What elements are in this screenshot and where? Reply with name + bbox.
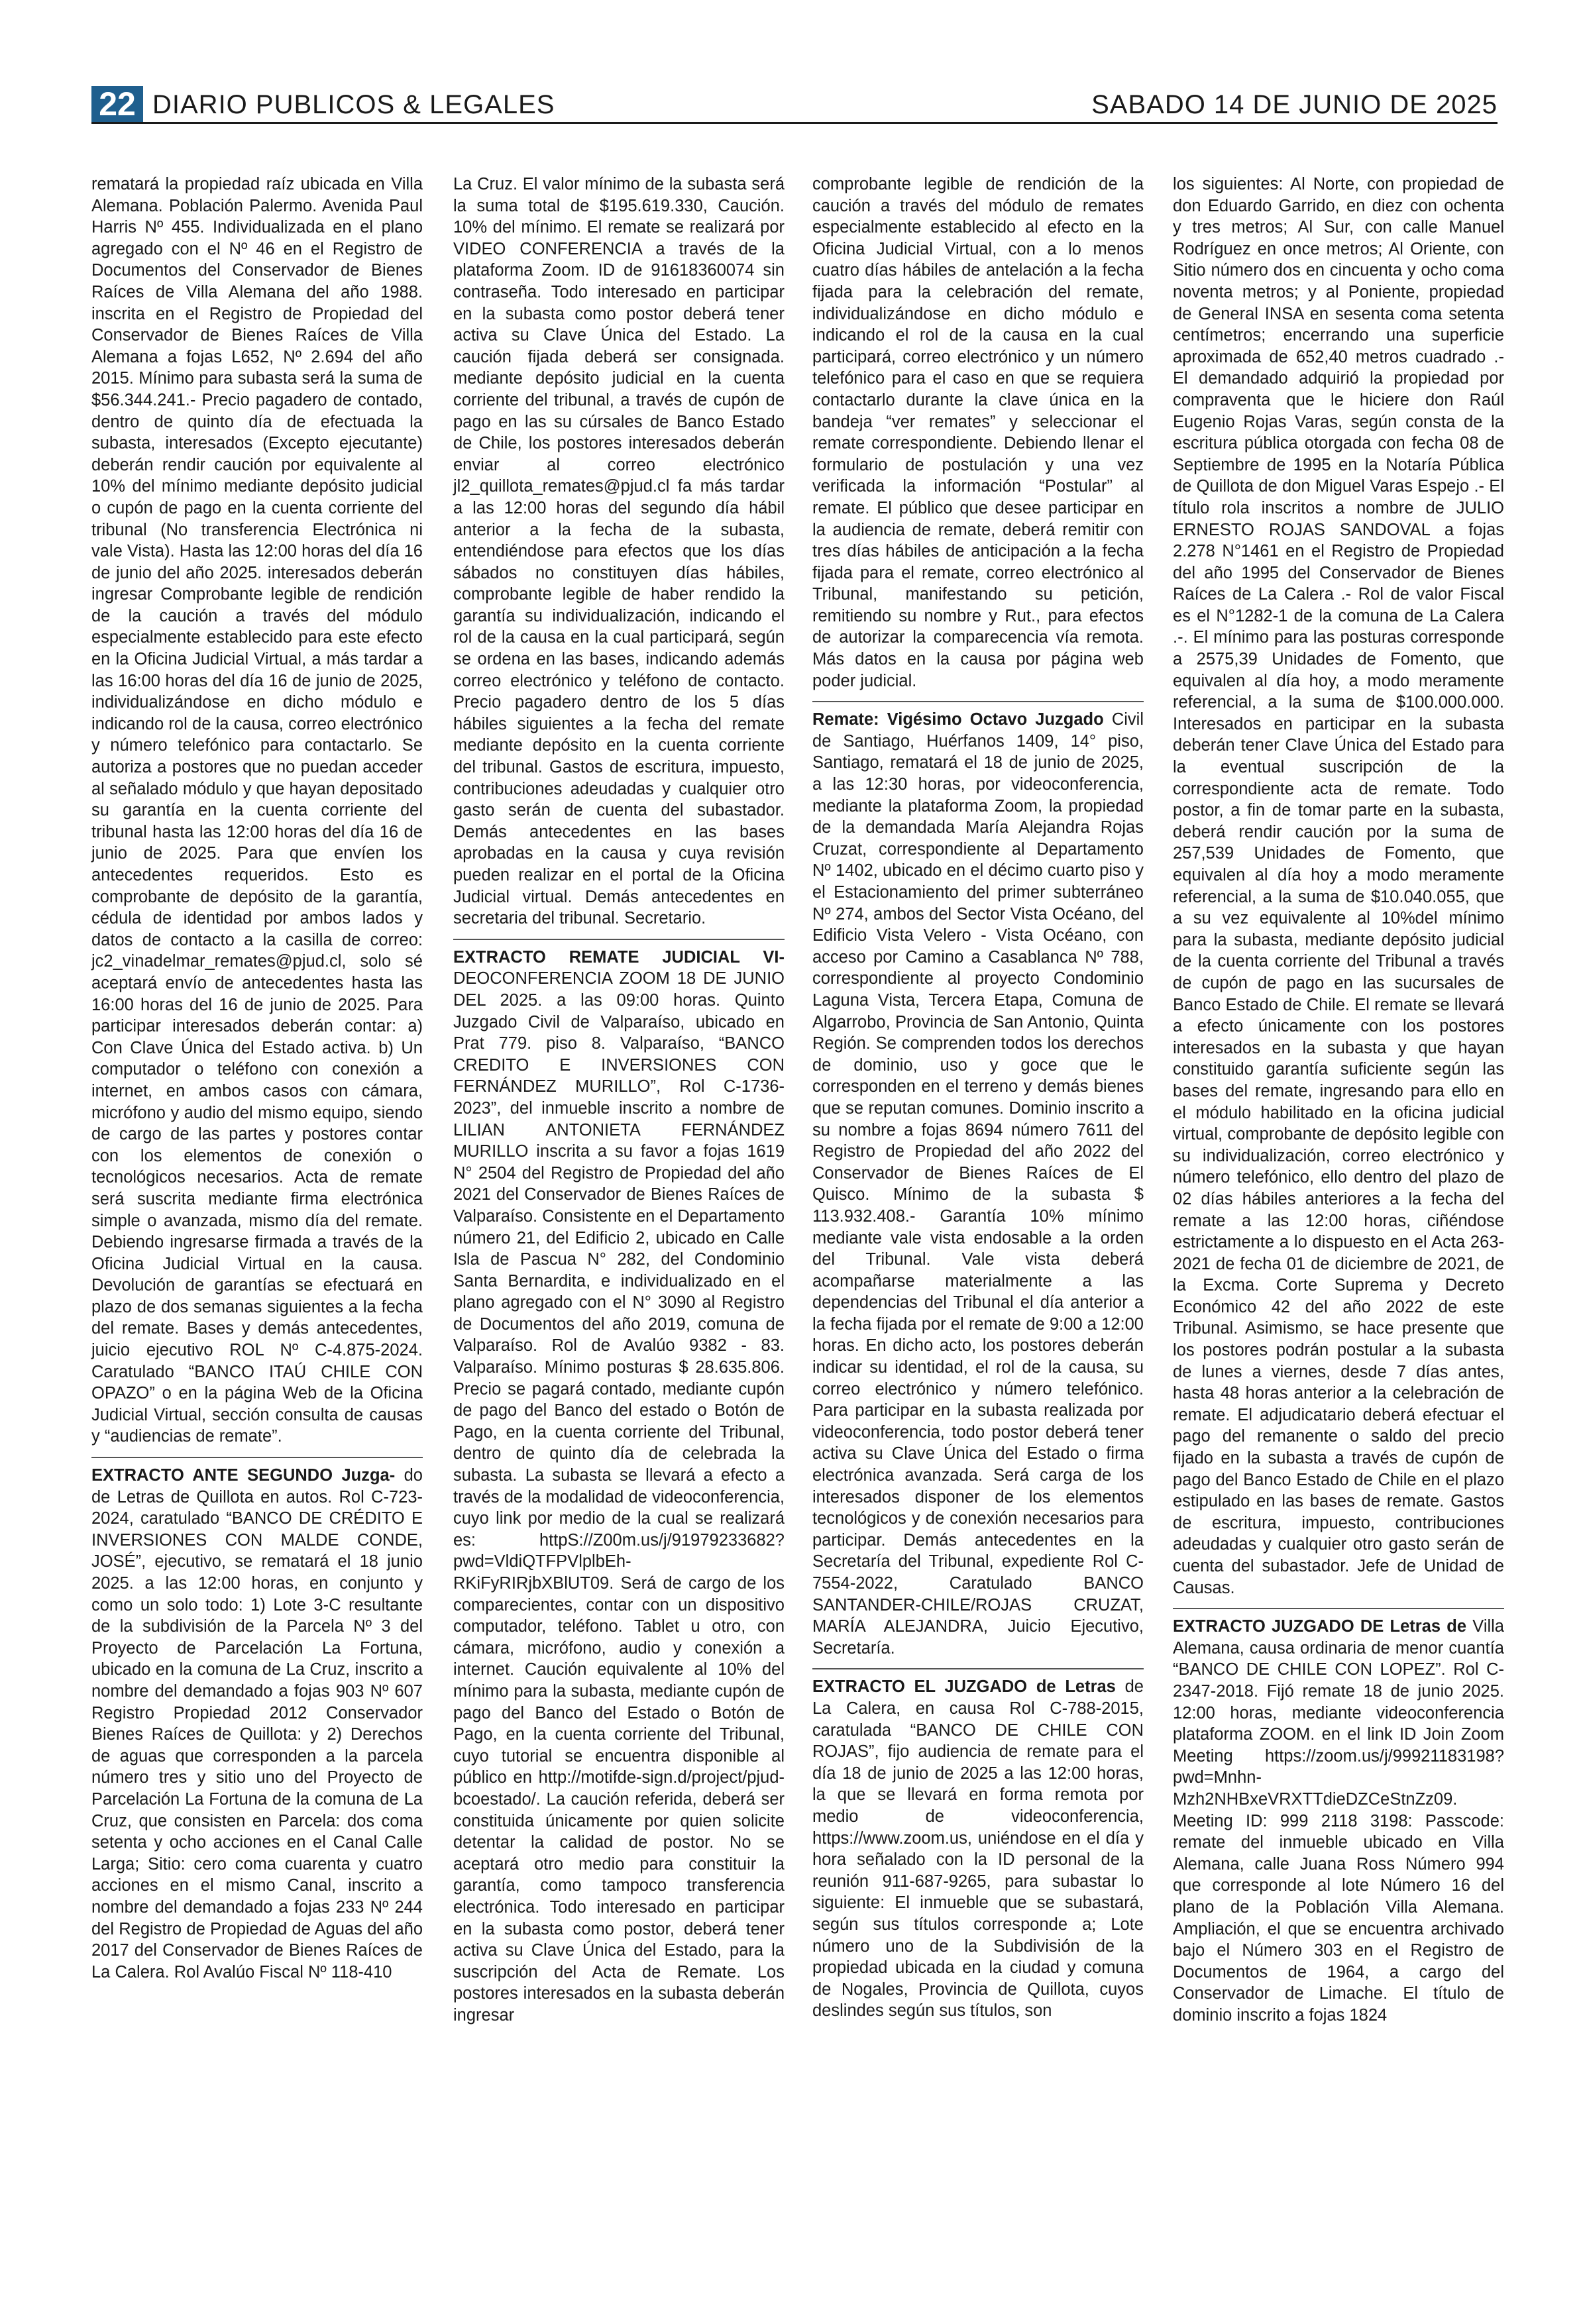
column-2 [453,174,785,2026]
notice-heading: EXTRACTO EL JUZGADO de Letras [812,1677,1116,1697]
column-1 [91,174,423,1983]
notice-text: rematará la propiedad raíz ubicada en Villa Alemana. Población Palermo. Avenida Paul Harris Nº 455. Individualizada en el plano agregado con el Nº 46 en el Registro de Documentos del Conservador de Bienes Raíces de Villa Alemana del año 1988. inscrita en el Registro de Propiedad del Conservador de Bienes Raíces de Villa Alemana a fojas L652, Nº 2.694 del año 2015. Mínimo para subasta será la suma de $56.344.241.- Precio pagadero de contado, dentro de quinto día de efectuada la subasta, interesados (Excepto ejecutante) deberán rendir caución por equivalente al 10% del mínimo mediante depósito judicial o cupón de pago en la cuenta corriente del tribunal (No transferencia Electrónica ni vale Vista). Hasta las 12:00 horas del día 16 de junio del año 2025. interesados deberán ingresar Comprobante legible de rendición de la caución a través del módulo especialmente establecido para este efecto en la Oficina Judicial Virtual, a más tardar a las 16:00 horas del día 16 de junio de 2025, individualizándose en dicho módulo e indicando rol de la causa, correo electrónico y número telefónico para contactarlo. Se autoriza a postores que no puedan acceder al señalado módulo y que hayan depositado su garantía en la cuenta corriente del tribunal hasta las 12:00 horas del día 16 de junio de 2025. Para que envíen los antecedentes requeridos. Esto es comprobante de depósito de la garantía, cédula de identidad por ambos lados y datos de contacto a la casilla de correo: jc2_vinadelmar_remates@pjud.cl, solo sé aceptará envío de antecedentes hasta las 16:00 horas del 16 de junio de 2025. Para participar interesados deberán contar: a) Con Clave Única del Estado activa. b) Un computador o teléfono con conexión a internet, en ambos casos con cámara, micrófono y audio del mismo equipo, siendo de cargo de las partes y postores contar con los elementos de conexión o tecnológicos necesarios. Acta de remate será suscrita mediante firma electrónica simple o avanzada, mismo día del remate. Debiendo ingresarse firmada a través de la Oficina Judicial Virtual en la causa. Devolución de garantías se efectuará en plazo de dos semanas siguientes a la fecha del remate. Bases y demás antecedentes, juicio ejecutivo ROL Nº C-4.875-2024. Caratulado “BANCO ITAÚ CHILE CON OPAZO” o en la página Web de la Oficina Judicial Virtual, sección consulta de causas y “audiencias de remate”. [91,175,423,1446]
legal-notice [812,174,1144,692]
notice-heading: Remate: Vigésimo Octavo Juzgado [812,710,1104,729]
notice-text: do de Letras de Quillota en autos. Rol C-723-2024, caratulado “BANCO DE CRÉDITO E INVERSIONES CON MALDE CONDE, JOSÉ”, ejecutivo, se rematará el 18 junio 2025. a las 12:00 horas, en conjunto y como un solo todo: 1) Lote 3-C resultante de la subdivisión de la Parcela Nº 3 del Proyecto de Parcelación La Fortuna, ubicado en la comuna de La Cruz, inscrito a nombre del demandado a fojas 903 Nº 607 Registro Propiedad 2012 Conservador Bienes Raíces de Quillota: y 2) Derechos de aguas que corresponden a la parcela número tres y sitio uno del Proyecto de Parcelación La Fortuna de la comuna de La Cruz, que consisten en Parcela: dos coma setenta y ocho acciones en el Canal Calle Larga; Sitio: cero coma cuarenta y cuatro acciones en el mismo Canal, inscrito a nombre del demandado a fojas 233 Nº 244 del Registro de Propiedad de Aguas del año 2017 del Conservador de Bienes Raíces de La Calera. Rol Avalúo Fiscal Nº 118-410 [91,1466,423,1981]
notice-text: DEOCONFERENCIA ZOOM 18 DE JUNIO DEL 2025. a las 09:00 horas. Quinto Juzgado Civil de Valparaíso, ubicado en Prat 779. piso 8. Valparaíso, “BANCO CREDITO E INVERSIONES CON FERNÁNDEZ MURILLO”, Rol C-1736-2023”, del inmueble inscrito a nombre de LILIAN ANTONIETA FERNÁNDEZ MURILLO inscrita a su favor a fojas 1619 N° 2504 del Registro de Propiedad del año 2021 del Conservador de Bienes Raíces de Valparaíso. Consistente en el Departamento número 21, del Edificio 2, ubicado en Calle Isla de Pascua N° 282, del Condominio Santa Bernardita, e individualizado en el plano agregado con el N° 3090 al Registro de Documentos del año 2019, comuna de Valparaíso. Rol de Avalúo 9382 - 83. Valparaíso. Mínimo posturas $ 28.635.806. Precio se pagará contado, mediante cupón de pago del Banco del estado o Botón de Pago, en la cuenta corriente del Tribunal, dentro de quinto día de celebrada la subasta. La subasta se llevará a efecto a través de la modalidad de videoconferencia, cuyo link por medio de la cual se realizará es: httpS://Z00m.us/j/91979233682?pwd=VldiQTFPVlplbEh-RKiFyRIRjbXBlUT09. Será de cargo de los comparecientes, contar con un dispositivo computador, teléfono. Tablet u otro, con cámara, micrófono, audio y conexión a internet. Caución equivalente al 10% del mínimo para la subasta, mediante cupón de pago del Banco del Estado o Botón de Pago, en la cuenta corriente del Tribunal, cuyo tutorial se encuentra disponible al público en http://motifde-sign.d/project/pjud-bcoestado/. La caución referida, deberá ser constituida únicamente por quien solicite detentar la calidad de postor. No se aceptará otro medio para constituir la garantía, como tampoco transferencia electrónica. Todo interesado en participar en la subasta como postor, deberá tener activa su Clave Única del Estado, para la suscripción del Acta de Remate. Los postores interesados en la subasta deberán ingresar [453,969,785,2025]
page-header [91,85,1498,124]
notice-heading: EXTRACTO ANTE SEGUNDO Juzga- [91,1466,396,1485]
legal-notice [1173,174,1504,1599]
column-4 [1173,174,1504,2026]
legal-notice [812,1668,1144,2022]
notice-heading: EXTRACTO REMATE JUDICIAL VI- [453,947,785,967]
page-number: 22 [91,86,143,122]
legal-notice [1173,1608,1504,2026]
notice-text: comprobante legible de rendición de la caución a través del módulo de remates especialmente establecido al efecto en la Oficina Judicial Virtual, con a lo menos cuatro días hábiles de antelación a la fecha fijada para la celebración del remate, individualizándose en dicho módulo e indicando el rol de la causa en la cual participará, correo electrónico y un número telefónico para el caso en que se requiera contactarlo durante la clave única en la bandeja “ver remates” y seleccionar el remate correspondiente. Debiendo llenar el formulario de postulación y una vez verificada la información “Postular” al remate. El público que desee participar en la audiencia de remate, deberá remitir con tres días hábiles de anticipación a la fecha fijada para el remate, correo electrónico al Tribunal, manifestando su petición, remitiendo su nombre y Rut., para efectos de autorizar la comparecencia vía remota. Más datos en la causa por página web poder judicial. [812,175,1144,690]
legal-notice [453,174,785,929]
issue-date: SABADO 14 DE JUNIO DE 2025 [1091,90,1498,119]
notice-text: Villa Alemana, causa ordinaria de menor cuantía “BANCO DE CHILE CON LOPEZ”. Rol C-2347-2018. Fijó remate 18 de junio 2025. 12:00 horas, mediante videoconferencia plataforma ZOOM. en el link ID Join Zoom Meeting https://zoom.us/j/99921183198?pwd=Mnhn-Mzh2NHBxeVRXTTdieDZCeStnZz09. Meeting ID: 999 2118 3198: Passcode: remate del inmueble ubicado en Villa Alemana, calle Juana Ross Número 994 que corresponde al lote Número 16 del plano de la Población Villa Alemana. Ampliación, el que se encuentra archivado bajo el Número 303 en el Registro de Documentos de 1964, a cargo del Conservador de Limache. El título de dominio inscrito a fojas 1824 [1173,1617,1504,2025]
notice-text: de La Calera, en causa Rol C-788-2015, caratulada “BANCO DE CHILE CON ROJAS”, fijo audiencia de remate para el día 18 de junio de 2025 a las 12:00 horas, la que se llevará en forma remota por medio de videoconferencia, https://www.zoom.us, uniéndose en el día y hora señalado con la ID personal de la reunión 911-687-9265, para subastar lo siguiente: El inmueble que se subastará, según sus títulos corresponde a; Lote número uno de la Subdivisión de la propiedad ubicada en la ciudad y comuna de Nogales, Provincia de Quillota, cuyos deslindes según sus títulos, son [812,1677,1144,2021]
column-3 [812,174,1144,2022]
legal-notice [91,1457,423,1983]
legal-notice [812,701,1144,1659]
legal-notice [453,939,785,2027]
notice-text: La Cruz. El valor mínimo de la subasta será la suma total de $195.619.330, Caución. 10% del mínimo. El remate se realizará por VIDEO CONFERENCIA a través de la plataforma Zoom. ID de 91618360074 sin contraseña. Todo interesado en participar en la subasta como postor deberá tener activa su Clave Única del Estado. La caución fijada deberá ser consignada. mediante depósito judicial en la cuenta corriente del tribunal, a través de cupón de pago en las su cúrsales de Banco Estado de Chile, los postores interesados deberán enviar al correo electrónico jl2_quillota_remates@pjud.cl fa más tardar a las 12:00 horas del segundo día hábil anterior a la fecha de la subasta, entendiéndose para efectos que los días sábados no constituyen días hábiles, comprobante legible de haber rendido la garantía su individualización, indicando el rol de la causa en la cual participará, según se ordena en las bases, indicando además correo electrónico y teléfono de contacto. Precio pagadero dentro de los 5 días hábiles siguientes a la fecha del remate mediante depósito en la cuenta corriente del tribunal. Gastos de escritura, impuesto, contribuciones adeudadas y cualquier otro gasto serán de cuenta del subastador. Demás antecedentes en las bases aprobadas en la causa y cuya revisión pueden realizar en el portal de la Oficina Judicial virtual. Demás antecedentes en secretaria del tribunal. Secretario. [453,175,785,928]
legal-notice [91,174,423,1448]
notice-text: los siguientes: Al Norte, con propiedad de don Eduardo Garrido, en diez con ochenta y tres metros; Al Sur, con calle Manuel Rodríguez en once metros; Al Oriente, con Sitio número dos en cincuenta y ocho coma noventa metros; y al Poniente, propiedad de General INSA en sesenta coma setenta centímetros; encerrando una superficie aproximada de 652,40 metros cuadrado .- El demandado adquirió la propiedad por compraventa que le hiciere don Raúl Eugenio Rojas Varas, según consta de la escritura pública otorgada con fecha 08 de Septiembre de 1995 en la Notaría Pública de Quillota de don Miguel Varas Espejo .- El título rola inscritos a nombre de JULIO ERNESTO ROJAS SANDOVAL a fojas 2.278 N°1461 en el Registro de Propiedad del año 1995 del Conservador de Bienes Raíces de La Calera .- Rol de valor Fiscal es el N°1282-1 de la comuna de La Calera .-. El mínimo para las posturas corresponde a 2575,39 Unidades de Fomento, que equivalen al día hoy, a modo meramente referencial, a la suma de $100.000.000. Interesados en participar en la subasta deberán tener Clave Única del Estado para la eventual suscripción de la correspondiente acta de remate. Todo postor, a fin de tomar parte en la subasta, deberá rendir caución por la suma de 257,539 Unidades de Fomento, que equivalen al día hoy a modo meramente referencial, a la suma de $10.040.055, que a su vez equivalente al 10%del mínimo para la subasta, mediante depósito judicial de la cuenta corriente del Tribunal a través de cupón de pago en las sucursales de Banco Estado de Chile. El remate se llevará a efecto únicamente con los postores interesados en la subasta y que hayan constituido garantía suficiente según las bases del remate, ingresando para ello en el módulo habilitado en la oficina judicial virtual, comprobante de depósito legible con su individualización, correo electrónico y número telefónico, ello dentro del plazo de 02 días hábiles anteriores a la fecha del remate a las 12:00 horas, ciñéndose estrictamente a lo dispuesto en el Acta 263-2021 de fecha 01 de diciembre de 2021, de la Excma. Corte Suprema y Decreto Económico 42 del año 2022 de este Tribunal. Asimismo, se hace presente que los postores podrán postular a la subasta de lunes a viernes, desde 7 días antes, hasta 48 horas anterior a la celebración de remate. El adjudicatario deberá efectuar el pago del remanente o saldo del precio fijado en la subasta a través de cupón de pago del Banco Estado de Chile en el plazo estipulado en las bases de remate. Gastos de escritura, impuesto, contribuciones adeudadas y cualquier otro gasto serán de cuenta del subastador. Jefe de Unidad de Causas. [1173,175,1504,1597]
notice-heading: EXTRACTO JUZGADO DE Letras de [1173,1617,1467,1636]
notice-text: Civil de Santiago, Huérfanos 1409, 14° piso, Santiago, rematará el 18 de junio de 2025, a las 12:30 horas, por videoconferencia, mediante la plataforma Zoom, la propiedad de la demandada María Alejandra Rojas Cruzat, correspondiente al Departamento Nº 1402, ubicado en el décimo cuarto piso y el Estacionamiento del primer subterráneo Nº 274, ambos del Sector Vista Océano, del Edificio Vista Velero - Vista Océano, con acceso por Camino a Casablanca Nº 788, correspondiente al proyecto Condominio Laguna Vista, Tercera Etapa, Comuna de Algarrobo, Provincia de San Antonio, Quinta Región. Se comprenden todos los derechos de dominio, uso y goce que le corresponden en el terreno y demás bienes que se reputan comunes. Dominio inscrito a su nombre a fojas 8694 número 7611 del Registro de Propiedad del año 2022 del Conservador de Bienes Raíces de El Quisco. Mínimo de la subasta $ 113.932.408.- Garantía 10% mínimo mediante vale vista endosable a la orden del Tribunal. Vale vista deberá acompañarse materialmente a las dependencias del Tribunal el día anterior a la fecha fijada por el remate de 9:00 a 12:00 horas. En dicho acto, los postores deberán indicar su identidad, el rol de la causa, su correo electrónico y número telefónico. Para participar en la subasta realizada por videoconferencia, todo postor deberá tener activa su Clave Única del Estado o firma electrónica avanzada. Será carga de los interesados disponer de los elementos tecnológicos y de conexión necesarios para participar. Demás antecedentes en la Secretaría del Tribunal, expediente Rol C-7554-2022, Caratulado BANCO SANTANDER-CHILE/ROJAS CRUZAT, MARÍA ALEJANDRA, Juicio Ejecutivo, Secretaría. [812,710,1144,1658]
section-title: DIARIO PUBLICOS & LEGALES [152,90,555,119]
